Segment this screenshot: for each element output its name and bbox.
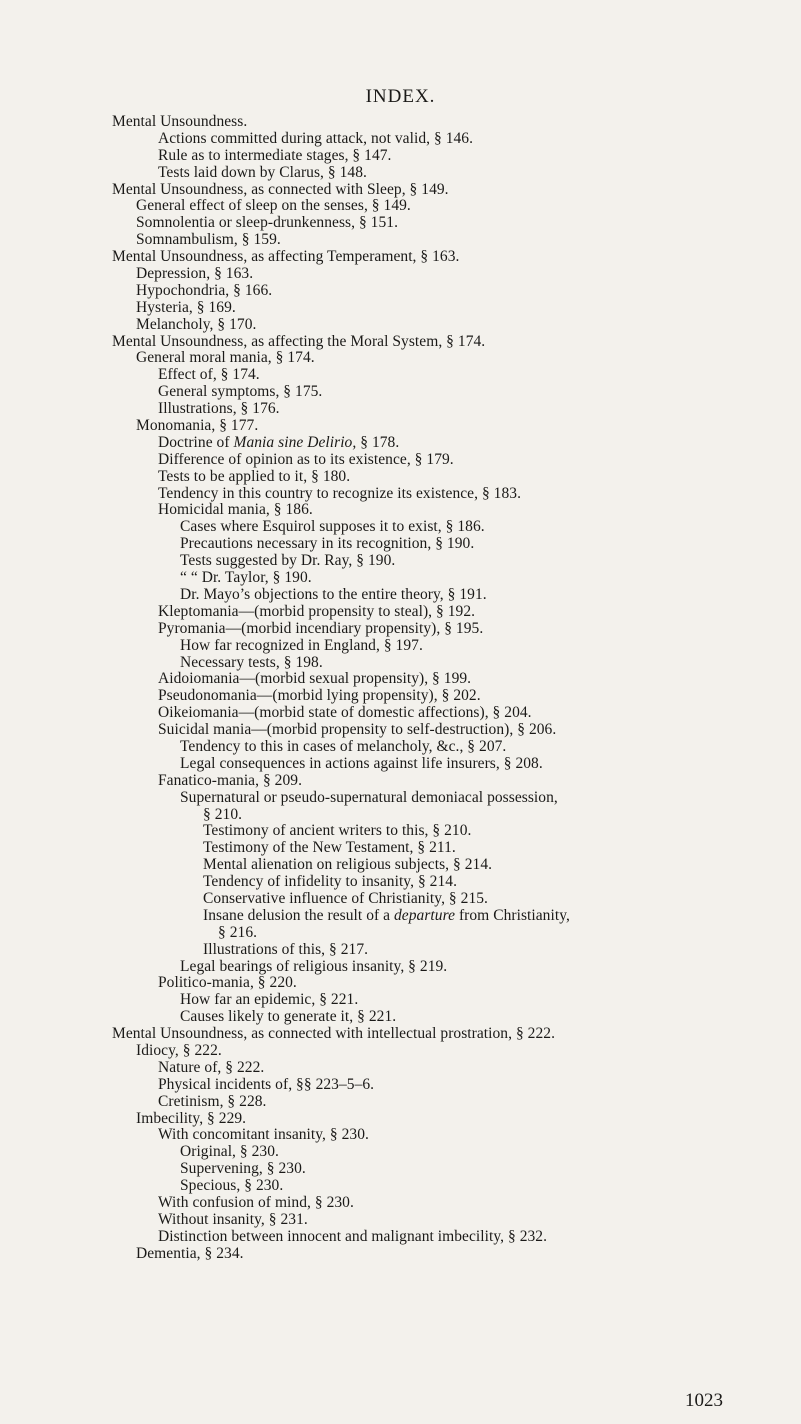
entry-italic-text: departure xyxy=(394,906,456,924)
index-entry: How far an epidemic, § 221. xyxy=(180,991,359,1009)
index-entry: Nature of, § 222. xyxy=(158,1058,265,1076)
index-entry: Difference of opinion as to its existence, § 179. xyxy=(158,450,454,468)
page-header: INDEX. xyxy=(365,86,436,107)
index-entry: Imbecility, § 229. xyxy=(136,1109,247,1127)
index-entry: Tests suggested by Dr. Ray, § 190. xyxy=(180,552,396,570)
index-entry: Oikeiomania—(morbid state of domestic affections), § 204. xyxy=(158,704,532,722)
entry-text: § 178. xyxy=(356,433,400,451)
index-entry: Without insanity, § 231. xyxy=(158,1210,308,1228)
index-entry: Rule as to intermediate stages, § 147. xyxy=(158,146,392,164)
index-entry: Cases where Esquirol supposes it to exist, § 186. xyxy=(180,518,485,536)
index-entry: Depression, § 163. xyxy=(136,265,254,283)
index-entry: Melancholy, § 170. xyxy=(136,315,257,333)
index-entry: Pseudonomania—(morbid lying propensity), § 202. xyxy=(158,687,481,705)
index-entry: Testimony of the New Testament, § 211. xyxy=(203,839,456,857)
index-entry: Tests to be applied to it, § 180. xyxy=(158,467,351,485)
index-entry: Mental Unsoundness. xyxy=(112,113,248,130)
index-entry: Idiocy, § 222. xyxy=(136,1041,222,1059)
index-entry xyxy=(0,435,801,452)
index-entry: Dr. Mayo’s objections to the entire theory, § 191. xyxy=(180,585,487,603)
entry-text: Doctrine of xyxy=(158,433,234,451)
index-entry: Somnolentia or sleep-drunkenness, § 151. xyxy=(136,214,399,232)
index-entry: General effect of sleep on the senses, § 149. xyxy=(136,197,411,215)
index-entry: Homicidal mania, § 186. xyxy=(158,501,313,519)
index-entry: Specious, § 230. xyxy=(180,1177,284,1195)
index-entry: Conservative influence of Christianity, § 215. xyxy=(203,889,488,907)
index-entries xyxy=(0,114,801,1263)
index-entry: Mental alienation on religious subjects, § 214. xyxy=(203,856,493,874)
index-entry: Mental Unsoundness, as affecting Temperament, § 163. xyxy=(112,248,460,266)
index-entry: Supernatural or pseudo-supernatural demoniacal possession, xyxy=(180,788,558,806)
index-entry: Illustrations of this, § 217. xyxy=(203,940,369,958)
index-entry: Illustrations, § 176. xyxy=(158,400,280,418)
index-entry: Pyromania—(morbid incendiary propensity), § 195. xyxy=(158,619,484,637)
index-entry: Distinction between innocent and malignant imbecility, § 232. xyxy=(158,1227,548,1245)
index-entry: Kleptomania—(morbid propensity to steal), § 192. xyxy=(158,602,476,620)
index-entry: Actions committed during attack, not valid, § 146. xyxy=(158,129,474,147)
index-entry: § 210. xyxy=(203,805,243,823)
index-entry: Politico-mania, § 220. xyxy=(158,974,297,992)
index-entry: Legal bearings of religious insanity, § 219. xyxy=(180,957,448,975)
index-entry: Precautions necessary in its recognition, § 190. xyxy=(180,535,475,553)
index-entry: Cretinism, § 228. xyxy=(158,1092,267,1110)
index-entry: Supervening, § 230. xyxy=(180,1160,306,1178)
index-entry: Tendency of infidelity to insanity, § 214. xyxy=(203,873,457,891)
index-entry: Causes likely to generate it, § 221. xyxy=(180,1008,397,1026)
index-entry: Mental Unsoundness, as affecting the Moral System, § 174. xyxy=(112,332,486,350)
index-entry: Mental Unsoundness, as connected with intellectual prostration, § 222. xyxy=(112,1025,556,1043)
index-entry: Tendency to this in cases of melancholy, &c., § 207. xyxy=(180,737,507,755)
index-entry: Fanatico-mania, § 209. xyxy=(158,771,303,789)
index-entry: Hypochondria, § 166. xyxy=(136,281,273,299)
index-entry: Mental Unsoundness, as connected with Sleep, § 149. xyxy=(112,180,449,198)
index-entry: With confusion of mind, § 230. xyxy=(158,1194,354,1211)
index-entry: “ “ Dr. Taylor, § 190. xyxy=(180,569,312,587)
index-entry xyxy=(0,908,801,925)
index-entry: General symptoms, § 175. xyxy=(158,383,323,401)
index-entry: General moral mania, § 174. xyxy=(136,349,315,367)
index-entry: § 216. xyxy=(218,923,258,941)
index-entry: Hysteria, § 169. xyxy=(136,298,236,316)
index-entry: Legal consequences in actions against life insurers, § 208. xyxy=(180,754,543,772)
index-entry: Original, § 230. xyxy=(180,1143,279,1161)
entry-text: Insane delusion the result of a xyxy=(203,906,394,924)
index-entry: Somnambulism, § 159. xyxy=(136,231,281,249)
index-entry: How far recognized in England, § 197. xyxy=(180,636,423,654)
index-entry: Tests laid down by Clarus, § 148. xyxy=(158,163,367,181)
entry-text: from Christianity, xyxy=(455,906,570,924)
index-entry: Aidoiomania—(morbid sexual propensity), § 199. xyxy=(158,670,472,688)
index-entry: Necessary tests, § 198. xyxy=(180,653,323,671)
page-number: 1023 xyxy=(685,1390,723,1411)
index-entry: Monomania, § 177. xyxy=(136,417,259,435)
index-entry: Suicidal mania—(morbid propensity to self-destruction), § 206. xyxy=(158,721,557,739)
index-entry: Effect of, § 174. xyxy=(158,366,260,384)
index-entry: Physical incidents of, §§ 223–5–6. xyxy=(158,1075,375,1093)
entry-italic-text: Mania sine Delirio, xyxy=(233,433,357,451)
index-entry: With concomitant insanity, § 230. xyxy=(158,1126,369,1144)
index-entry: Testimony of ancient writers to this, § 210. xyxy=(203,822,472,840)
index-entry: Tendency in this country to recognize its existence, § 183. xyxy=(158,484,521,502)
index-entry: Dementia, § 234. xyxy=(136,1244,244,1262)
